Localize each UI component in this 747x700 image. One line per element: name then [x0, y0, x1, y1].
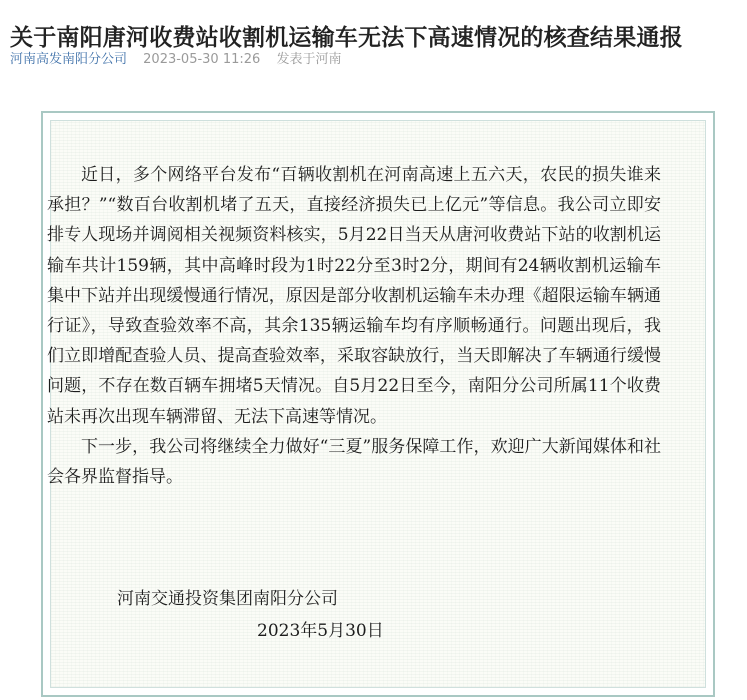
notice-paragraph: 近日，多个网络平台发布“百辆收割机在河南高速上五六天，农民的损失谁来承担？”“数百台收割机堵了五天，直接经济损失已上亿元”等信息。我公司立即安排专人现场并调阅相关视频资料核实，5月22日当天从唐河收费站下站的收割机运输车共计159辆，其中高峰时段为1时22分至3时2分，期间有24辆收割机运输车集中下站并出现缓慢通行情况，原因是部分收割机运输车未办理《超限运输车辆通行证》，导致查验效率不高，其余135辆运输车均有序顺畅通行。问题出现后，我们立即增配查验人员、提高查验效率，采取容缺放行，当天即解决了车辆通行缓慢问题，不存在数百辆车拥堵5天情况。自5月22日至今，南阳分公司所属11个收费站未再次出现车辆滞留、无法下高速等情况。 [47, 165, 661, 427]
notice-paragraph: 下一步，我公司将继续全力做好“三夏”服务保障工作，欢迎广大新闻媒体和社会各界监督指导。 [47, 436, 661, 488]
notice-body [47, 160, 661, 492]
publish-datetime: 2023-05-30 11:26 [143, 52, 261, 67]
author-link[interactable]: 河南高发南阳分公司 [10, 52, 128, 67]
signature-organization: 河南交通投资集团南阳分公司 [117, 589, 338, 609]
signature-date: 2023年5月30日 [257, 621, 384, 641]
publish-location: 发表于河南 [276, 52, 342, 67]
article-meta [10, 48, 341, 67]
article-title: 关于南阳唐河收费站收割机运输车无法下高速情况的核查结果通报 [10, 25, 683, 52]
